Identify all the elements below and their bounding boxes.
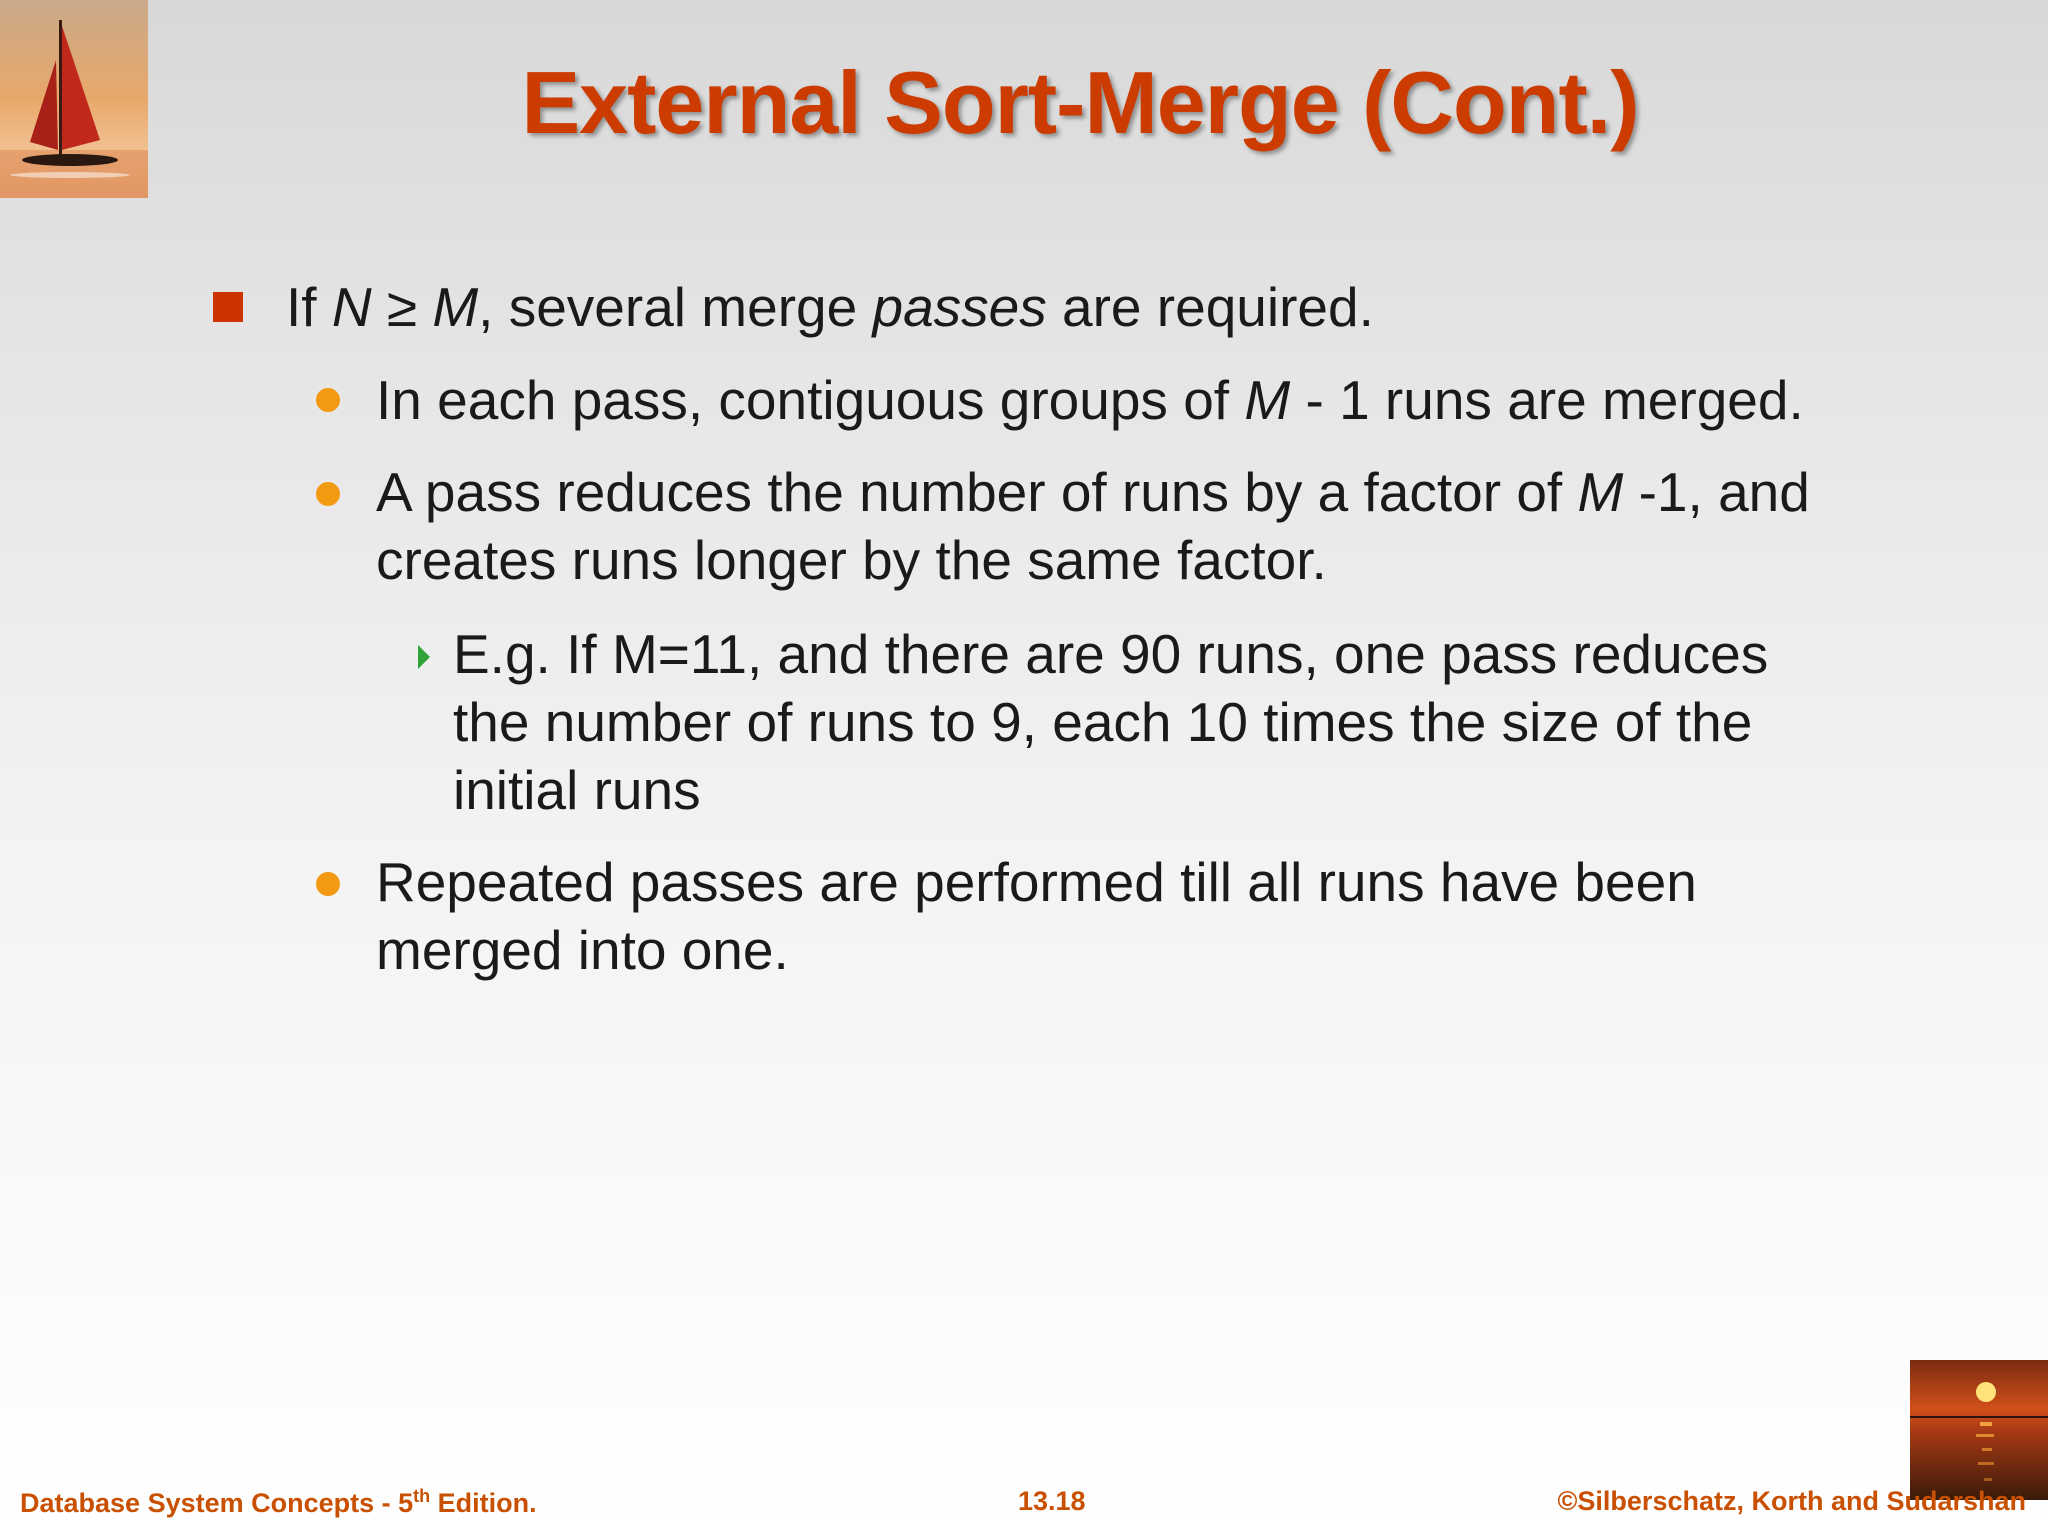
- bullet-1-suffix: are required.: [1046, 276, 1374, 338]
- sub-bullet-line-2: the number of runs to 9, each 10 times the size of the: [453, 691, 1753, 753]
- bullet-1-mid: , several merge: [478, 276, 873, 338]
- footer-book-end: Edition.: [430, 1488, 537, 1518]
- slide-title: External Sort-Merge (Cont.): [521, 53, 1639, 152]
- bullet-3-line-1: [376, 458, 1810, 526]
- dot-bullet-icon: [316, 872, 340, 896]
- bullet-2-prefix: In each pass, contiguous groups of: [376, 369, 1245, 431]
- bullet-3-suffix: -1, and: [1623, 461, 1810, 523]
- slide-number: 13.18: [1018, 1486, 1086, 1516]
- triangle-bullet-icon: [418, 645, 430, 669]
- var-m: M: [432, 276, 479, 338]
- bullet-3-prefix: A pass reduces the number of runs by a factor of: [376, 461, 1578, 523]
- square-bullet-icon: [213, 292, 243, 322]
- bullet-5-line-2: merged into one.: [376, 919, 789, 981]
- var-n: N: [331, 276, 372, 338]
- bullet-1: [286, 273, 1374, 341]
- footer: [0, 1486, 2048, 1526]
- footer-book-main: Database System Concepts - 5: [20, 1488, 414, 1518]
- footer-copyright: ©Silberschatz, Korth and Sudarshan: [1557, 1486, 2026, 1516]
- var-m: M: [1244, 369, 1291, 431]
- sub-bullet-line-1: E.g. If M=11, and there are 90 runs, one pass reduces: [453, 623, 1769, 685]
- bullet-1-prefix: If: [286, 276, 332, 338]
- dot-bullet-icon: [316, 482, 340, 506]
- dot-bullet-icon: [316, 388, 340, 412]
- footer-book-sup: th: [413, 1486, 431, 1506]
- ge-sign: ≥: [371, 276, 433, 338]
- sub-bullet-line-3: initial runs: [453, 759, 701, 821]
- var-m: M: [1577, 461, 1624, 523]
- sailboat-logo: [0, 0, 148, 198]
- sunset-image: [1910, 1360, 2048, 1500]
- bullet-2: [376, 366, 1804, 434]
- footer-book-title: [20, 1486, 537, 1519]
- passes-word: passes: [872, 276, 1047, 338]
- bullet-2-suffix: - 1 runs are merged.: [1290, 369, 1804, 431]
- bullet-3-line-2: creates runs longer by the same factor.: [376, 529, 1327, 591]
- bullet-5-line-1: Repeated passes are performed till all runs have been: [376, 851, 1697, 913]
